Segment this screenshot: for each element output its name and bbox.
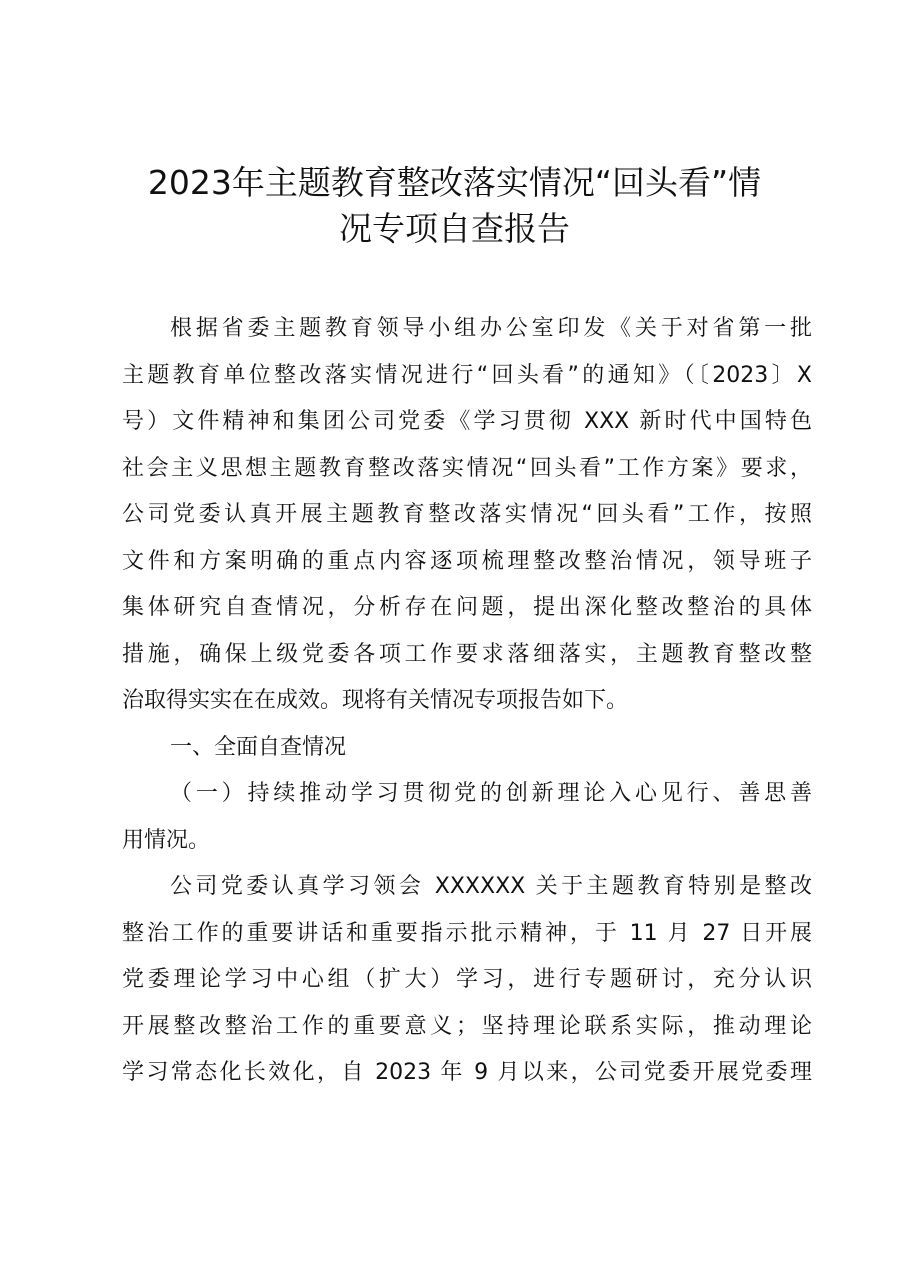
- text-line: 集体研究自查情况，分析存在问题，提出深化整改整治的具体: [122, 595, 812, 620]
- text-line: 整治工作的重要讲话和重要指示批示精神，于 11 月 27 日开展: [122, 920, 812, 946]
- title-line-1: 2023年主题教育整改落实情况“回头看”情: [147, 163, 762, 202]
- text-line: 治取得实实在在成效。现将有关情况专项报告如下。: [122, 688, 629, 713]
- text-line: 社会主义思想主题教育整改落实情况“回头看”工作方案》要求，: [122, 455, 812, 481]
- text-line: 公司党委认真学习领会 XXXXXX 关于主题教育特别是整改: [170, 874, 812, 899]
- text-line: 文件和方案明确的重点内容逐项梳理整改整治情况，领导班子: [122, 548, 812, 574]
- text-line: （一）持续推动学习贯彻党的创新理论入心见行、善思善: [170, 781, 812, 806]
- text-line: 主题教育单位整改落实情况进行“回头看”的通知》（〔2023〕X: [122, 362, 812, 388]
- text-line: 号）文件精神和集团公司党委《学习贯彻 XXX 新时代中国特色: [122, 409, 812, 434]
- text-line: 根据省委主题教育领导小组办公室印发《关于对省第一批: [170, 316, 812, 341]
- text-line: 开展整改整治工作的重要意义；坚持理论联系实际，推动理论: [122, 1013, 812, 1039]
- text-line: 措施，确保上级党委各项工作要求落细落实，主题教育整改整: [122, 641, 812, 667]
- text-line: 公司党委认真开展主题教育整改落实情况“回头看”工作，按照: [122, 502, 812, 527]
- text-line: 学习常态化长效化，自 2023 年 9 月以来，公司党委开展党委理: [122, 1060, 812, 1085]
- subsection-heading: [122, 771, 812, 864]
- paragraph-study: [122, 864, 812, 1097]
- paragraph-intro: [122, 306, 812, 725]
- text-line: 用情况。: [122, 827, 211, 853]
- document-body: [122, 306, 812, 1097]
- section-heading: [122, 725, 812, 772]
- section-heading-text: 一、全面自查情况: [170, 734, 347, 760]
- title-line-2: 况专项自查报告: [339, 209, 570, 248]
- text-line: 党委理论学习中心组（扩大）学习，进行专题研讨，充分认识: [122, 967, 812, 992]
- document-title: [0, 160, 909, 252]
